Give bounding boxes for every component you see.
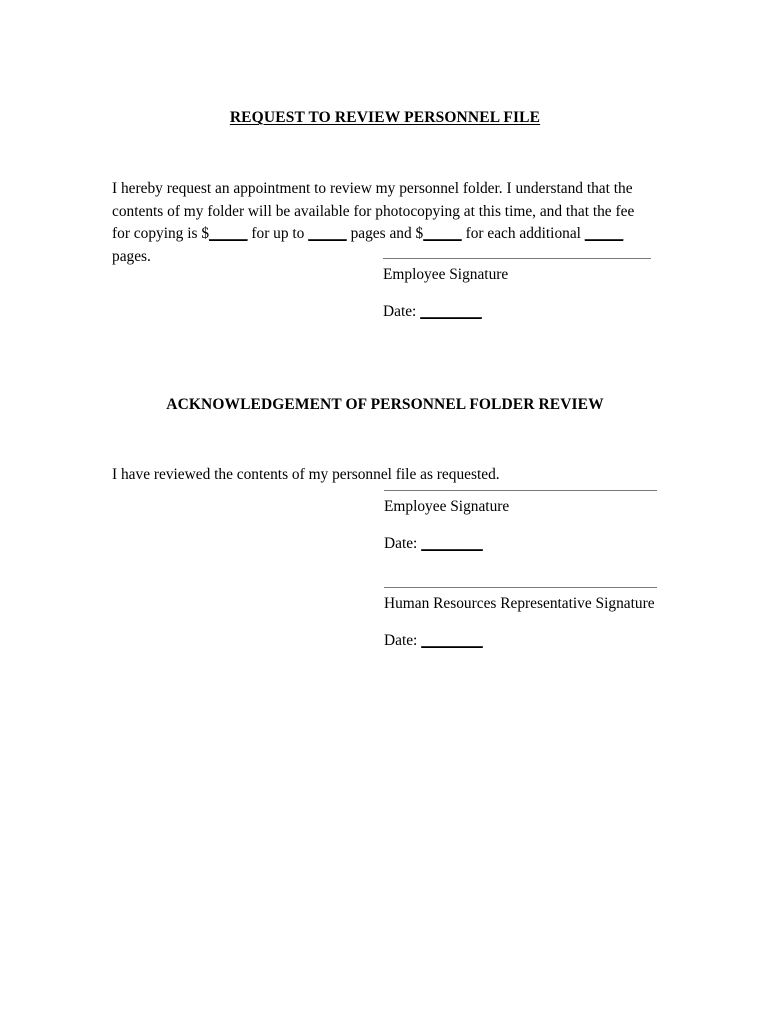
request-paragraph-part3: pages and $: [346, 225, 424, 243]
acknowledgement-paragraph: I have reviewed the contents of my personnel file as requested.: [112, 466, 500, 484]
hr-signature-group: [384, 587, 657, 652]
hr-signature-label: Human Resources Representative Signature: [384, 595, 655, 612]
page-title: [0, 109, 770, 128]
fee-blank-1: _____: [209, 225, 248, 243]
request-paragraph: [112, 178, 652, 268]
request-paragraph-part1: I hereby request an appointment to review my personnel folder. I understand that the contents of my folder will be available for photocopying at this time, and that the fee for copying is $: [112, 180, 635, 243]
pages-blank-2: _____: [584, 225, 624, 243]
signature-date-line: [383, 301, 651, 324]
pages-blank-1: _____: [308, 225, 347, 243]
signature-line[interactable]: [384, 587, 657, 588]
page-title-text: REQUEST TO REVIEW PERSONNEL FILE: [229, 109, 541, 126]
hr-date-line: [384, 630, 657, 653]
date-label: Date:: [383, 302, 417, 320]
signature-line[interactable]: [384, 490, 657, 491]
date-blank[interactable]: ________: [421, 534, 483, 552]
acknowledgement-heading-text: ACKNOWLEDGEMENT OF PERSONNEL FOLDER REVIEW: [166, 396, 604, 413]
acknowledgement-heading: [0, 396, 770, 415]
request-paragraph-part5: pages.: [112, 247, 151, 265]
request-signature-block: [383, 258, 651, 323]
signature-line[interactable]: [383, 258, 651, 259]
acknowledgement-signature-block: [384, 490, 657, 652]
fee-blank-2: _____: [423, 225, 462, 243]
employee-signature-group: [383, 258, 651, 323]
date-label: Date:: [384, 534, 418, 552]
ack-employee-signature-label: Employee Signature: [384, 498, 510, 515]
request-paragraph-part4: for each additional: [461, 225, 585, 243]
ack-employee-signature-group: [384, 490, 657, 555]
employee-signature-label: Employee Signature: [383, 266, 509, 283]
date-blank[interactable]: ________: [420, 302, 482, 320]
request-paragraph-part2: for up to: [247, 225, 309, 243]
ack-employee-date-line: [384, 533, 657, 556]
date-label: Date:: [384, 631, 418, 649]
date-blank[interactable]: ________: [421, 631, 483, 649]
